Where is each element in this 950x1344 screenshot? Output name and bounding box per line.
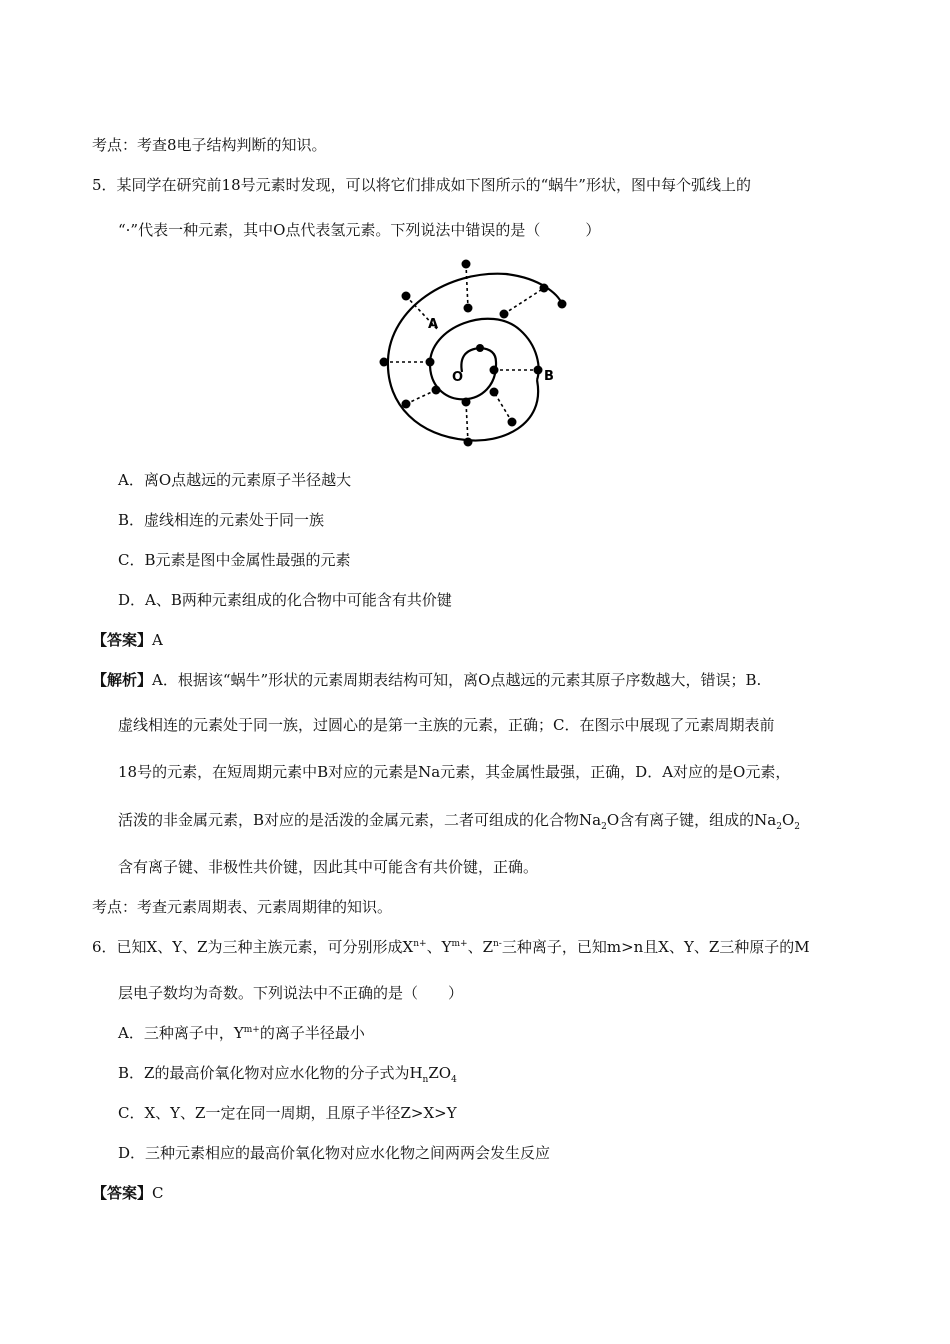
q6-stem-line2: 层电子数均为奇数。下列说法中不正确的是（ ） xyxy=(118,984,464,1002)
element-dot xyxy=(380,358,389,367)
element-dot xyxy=(508,418,517,427)
element-dot xyxy=(432,386,441,395)
stem-text: 三种离子，已知m>n且X、Y、Z三种原子的M xyxy=(501,938,810,956)
q5-option-b: B．虚线相连的元素处于同一族 xyxy=(118,511,325,529)
q6-option-c: C．X、Y、Z一定在同一周期，且原子半径Z>X>Y xyxy=(118,1104,457,1122)
stem-text: 、Y xyxy=(426,938,452,956)
option-text: B．Z的最高价氧化物对应水化物的分子式为H xyxy=(118,1064,423,1082)
dashed-line-top xyxy=(466,264,468,308)
spiral-middle-ring xyxy=(430,319,539,400)
element-dot xyxy=(462,260,471,269)
q5-option-c: C．B元素是图中金属性最强的元素 xyxy=(118,551,351,569)
element-dot xyxy=(464,304,473,313)
element-dot xyxy=(462,398,471,407)
superscript: n+ xyxy=(413,939,427,949)
prev-kaodian: 考点：考查8电子结构判断的知识。 xyxy=(92,136,327,154)
analysis-text: O xyxy=(781,811,795,829)
q5-analysis-line1 xyxy=(92,670,761,690)
element-dot xyxy=(402,292,411,301)
analysis-text: 活泼的非金属元素，B对应的是活泼的金属元素，二者可组成的化合物Na xyxy=(118,811,602,829)
option-text: ZO xyxy=(428,1064,452,1082)
option-text: A．三种离子中，Y xyxy=(118,1024,244,1042)
q5-answer-value: A xyxy=(152,631,163,649)
q5-kaodian: 考点：考查元素周期表、元素周期律的知识。 xyxy=(92,898,393,916)
element-dot xyxy=(490,366,499,375)
q6-option-d: D．三种元素相应的最高价氧化物对应水化物之间两两会发生反应 xyxy=(118,1144,551,1162)
subscript: 2 xyxy=(601,822,607,832)
superscript: m+ xyxy=(451,939,468,949)
q5-stem-line2: “·”代表一种元素，其中O点代表氢元素。下列说法中错误的是（ ） xyxy=(118,221,601,239)
q5-analysis-line4 xyxy=(118,810,800,830)
q5-analysis-line2: 虚线相连的元素处于同一族，过圆心的是第一主族的元素，正确；C．在图示中展现了元素周期表前 xyxy=(118,716,775,734)
subscript: 2 xyxy=(776,822,782,832)
subscript: 4 xyxy=(451,1075,457,1085)
q5-answer xyxy=(92,630,163,650)
element-dot xyxy=(534,366,543,375)
q5-stem-line1: 5．某同学在研究前18号元素时发现，可以将它们排成如下图所示的“蜗牛”形状，图中每个弧线上的 xyxy=(92,176,751,194)
dashed-line-bottom xyxy=(466,402,468,442)
superscript: m+ xyxy=(243,1025,260,1035)
q6-answer-value: C xyxy=(152,1184,164,1202)
q6-answer-tag: 【答案】 xyxy=(92,1184,153,1202)
stem-text: 、Z xyxy=(467,938,493,956)
q6-option-a xyxy=(118,1023,365,1043)
analysis-text: O含有离子键，组成的Na xyxy=(606,811,777,829)
element-dot xyxy=(426,358,435,367)
element-dot xyxy=(464,438,473,447)
q5-option-d: D．A、B两种元素组成的化合物中可能含有共价键 xyxy=(118,591,452,609)
q5-analysis-line5: 含有离子键、非极性共价键，因此其中可能含有共价键，正确。 xyxy=(118,858,539,876)
dashed-line-right-bottom xyxy=(494,392,512,422)
dashed-line-left-bottom xyxy=(406,390,436,404)
superscript: n- xyxy=(493,939,502,949)
q5-analysis-line3: 18号的元素，在短周期元素中B对应的元素是Na元素，其金属性最强，正确，D．A对应的是O元素， xyxy=(118,763,791,781)
subscript: 2 xyxy=(794,822,800,832)
stem-text: 6．已知X、Y、Z为三种主族元素，可分别形成X xyxy=(92,938,414,956)
label-a: A xyxy=(428,317,439,332)
q5-analysis-tag: 【解析】 xyxy=(92,671,153,689)
element-dot xyxy=(558,300,567,309)
dashed-line-right-top xyxy=(504,288,544,314)
label-b: B xyxy=(544,369,554,384)
q6-answer xyxy=(92,1183,164,1203)
element-dot xyxy=(402,400,411,409)
snail-periodic-diagram xyxy=(376,250,576,450)
element-dot xyxy=(500,310,509,319)
q5-answer-tag: 【答案】 xyxy=(92,631,153,649)
label-o: O xyxy=(452,370,464,385)
option-text: 的离子半径最小 xyxy=(259,1024,365,1042)
subscript: n xyxy=(422,1075,429,1085)
element-dot xyxy=(476,344,484,352)
element-dot xyxy=(540,284,549,293)
q5-analysis-text1: A．根据该“蜗牛”形状的元素周期表结构可知，离O点越远的元素其原子序数越大，错误；B. xyxy=(152,671,762,689)
element-dot xyxy=(490,388,499,397)
q5-option-a: A．离O点越远的元素原子半径越大 xyxy=(118,471,352,489)
q6-option-b xyxy=(118,1063,457,1083)
q6-stem-line1 xyxy=(92,937,810,957)
